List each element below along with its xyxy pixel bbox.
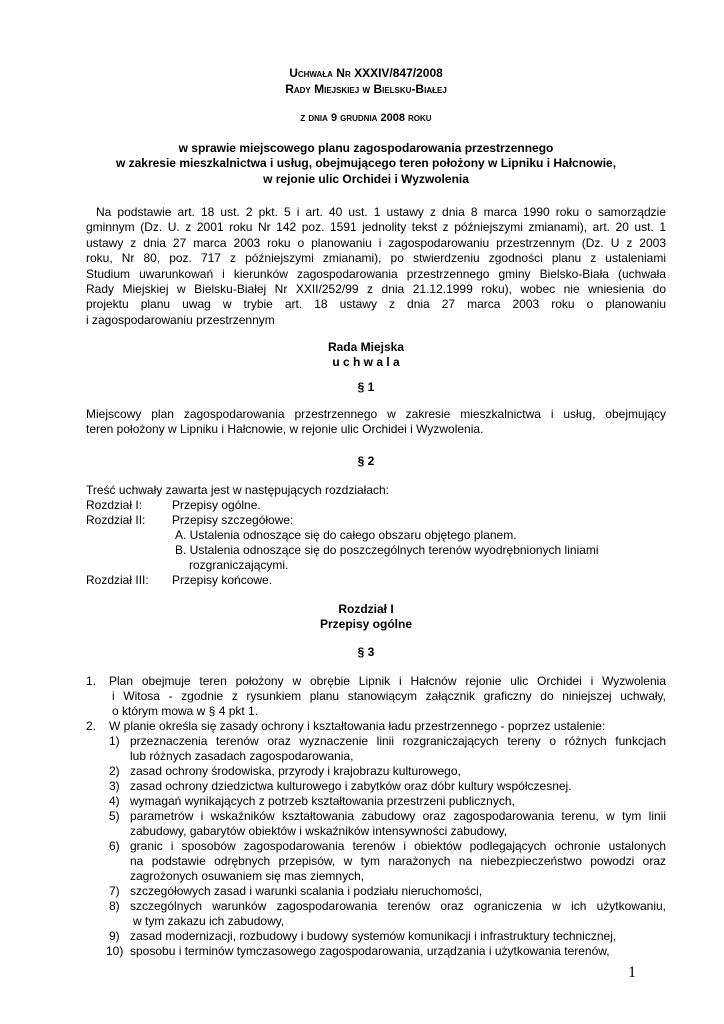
list-number: 3) [109, 779, 120, 793]
list-number: 7) [109, 884, 120, 898]
chapter-subitem: A. Ustalenia odnoszące się do całego obszaru objętego planem. [175, 528, 517, 542]
list-number: 4) [109, 794, 120, 808]
section-3-heading: § 3 [357, 645, 375, 659]
list-number: 5) [109, 809, 120, 823]
list-item-text: W planie określa się zasady ochrony i kształtowania ładu przestrzennego - poprzez ustalenie: [109, 719, 606, 733]
list-item-text: zasad ochrony dziedzictwa kulturowego i zabytków oraz dóbr kultury współczesnej. [130, 779, 572, 793]
list-item-text: zabudowy, gabarytów obiektów i wskaźników intensywności zabudowy, [130, 824, 508, 838]
list-item-text: granic i sposobów zagospodarowania terenów i obiektów podlegających ochronie ustalonych [130, 839, 666, 853]
preamble-line: i zagospodarowaniu przestrzennym [86, 313, 275, 327]
list-item-text: na podstawie odrębnych przepisów, w tym narażonych na niebezpieczeństwo powodzi oraz [130, 854, 666, 868]
subject-line-3: w rejonie ulic Orchidei i Wyzwolenia [263, 172, 469, 186]
list-item-text: szczegółowych zasad i warunki scalania i podziału nieruchomości, [130, 884, 483, 898]
council-name: Rady Miejskiej w Bielsku-Białej [285, 82, 447, 96]
list-item-text: Plan obejmuje teren położony w obrębie Lipnik i Hałcnów rejonie ulic Orchidei i Wyzwolenia [109, 674, 666, 688]
list-number: 1. [86, 674, 97, 688]
subject-line-1: w sprawie miejscowego planu zagospodarowania przestrzennego [178, 141, 554, 155]
resolves-heading: u c h w a l a [332, 355, 400, 369]
chapter-subitem: rozgraniczającymi. [189, 558, 289, 572]
list-item-text: wymagań wynikających z potrzeb kształtowania przestrzeni publicznych, [130, 794, 515, 808]
list-item-text: zasad ochrony środowiska, przyrody i krajobrazu kulturowego, [130, 764, 461, 778]
list-item-text: parametrów i wskaźników kształtowania zabudowy oraz zagospodarowania terenu, w tym linii [130, 809, 666, 823]
chapter-1-title: Rozdział I [338, 602, 394, 616]
list-item-text: o którym mowa w § 4 pkt 1. [112, 704, 259, 718]
list-number: 2. [86, 719, 97, 733]
list-number: 2) [109, 764, 120, 778]
resolution-date: z dnia 9 grudnia 2008 roku [300, 112, 432, 124]
subject-line-2: w zakresie mieszkalnictwa i usług, obejmującego teren położony w Lipniku i Hałcnowie, [115, 156, 617, 170]
list-number: 9) [109, 929, 120, 943]
preamble-line: Rady Miejskiej w Bielsku-Białej Nr XXII/252/99 z dnia 21.12.1999 roku), wobec nie wniesienia do [86, 282, 666, 296]
chapter-text: Przepisy końcowe. [172, 573, 273, 587]
chapter-text: Przepisy szczegółowe: [172, 513, 294, 527]
list-item-text: szczególnych warunków zagospodarowania terenów oraz ograniczenia w ich użytkowaniu, [130, 899, 666, 913]
list-number: 8) [109, 899, 120, 913]
preamble-line: Na podstawie art. 18 ust. 2 pkt. 5 i art. 40 ust. 1 ustawy z dnia 8 marca 1990 roku o samorządzie [96, 205, 666, 219]
list-number: 1) [109, 734, 120, 748]
list-item-text: i Witosa - zgodnie z rysunkiem planu stanowiącym załącznik graficzny do niniejszej uchwały, [112, 689, 666, 703]
section-2-heading: § 2 [357, 454, 375, 468]
section-1-text: Miejscowy plan zagospodarowania przestrzennego w zakresie mieszkalnictwa i usług, obejmujący [86, 407, 666, 421]
resolution-number: Uchwała Nr XXXIV/847/2008 [289, 66, 443, 80]
list-item-text: w tym zakazu ich zabudowy, [133, 914, 285, 928]
list-item-text: zasad modernizacji, rozbudowy i budowy systemów komunikacji i infrastruktury technicznej, [130, 929, 617, 943]
chapter-label: Rozdział III: [86, 573, 149, 587]
preamble-line: gminnym (Dz. U. z 2001 roku Nr 142 poz. 1591 jednolity tekst z późniejszymi zmianami), art. 20 ust. 1 [86, 220, 666, 234]
chapter-label: Rozdział II: [86, 513, 146, 527]
section-1-text: teren położony w Lipniku i Hałcnowie, w rejonie ulic Orchidei i Wyzwolenia. [86, 422, 484, 436]
page-number: 1 [628, 964, 636, 981]
list-number: 10) [106, 944, 124, 958]
list-item-text: sposobu i terminów tymczasowego zagospodarowania, urządzania i użytkowania terenów, [130, 944, 610, 958]
council-heading: Rada Miejska [327, 340, 405, 354]
preamble-line: roku, Nr 80, poz. 717 z późniejszymi zmianami), po stwierdzeniu zgodności planu z ustaleniami [86, 251, 666, 265]
list-item-text: zagrożonych osuwaniem się mas ziemnych, [130, 869, 365, 883]
list-number: 6) [109, 839, 120, 853]
preamble-line: projektu planu uwag w trybie art. 18 ustawy z dnia 27 marca 2003 roku o planowaniu [86, 297, 666, 311]
list-item-text: przeznaczenia terenów oraz wyznaczenie linii rozgraniczających tereny o różnych funkcjach [130, 734, 666, 748]
chapter-label: Rozdział I: [86, 498, 143, 512]
chapter-1-subtitle: Przepisy ogólne [319, 617, 413, 631]
section-1-heading: § 1 [357, 380, 375, 394]
preamble-line: ustawy z dnia 27 marca 2003 roku o planowaniu i zagospodarowaniu przestrzennym (Dz. U z 2003 [86, 236, 666, 250]
section-2-intro: Treść uchwały zawarta jest w następujących rozdziałach: [86, 483, 390, 497]
list-item-text: lub różnych zasadach zagospodarowania, [130, 749, 354, 763]
preamble-line: Studium uwarunkowań i kierunków zagospodarowania przestrzennego gminy Bielsko-Biała (uchwała [86, 267, 666, 281]
chapter-subitem: B. Ustalenia odnoszące się do poszczególnych terenów wyodrębnionych liniami [175, 543, 599, 557]
chapter-text: Przepisy ogólne. [172, 498, 261, 512]
